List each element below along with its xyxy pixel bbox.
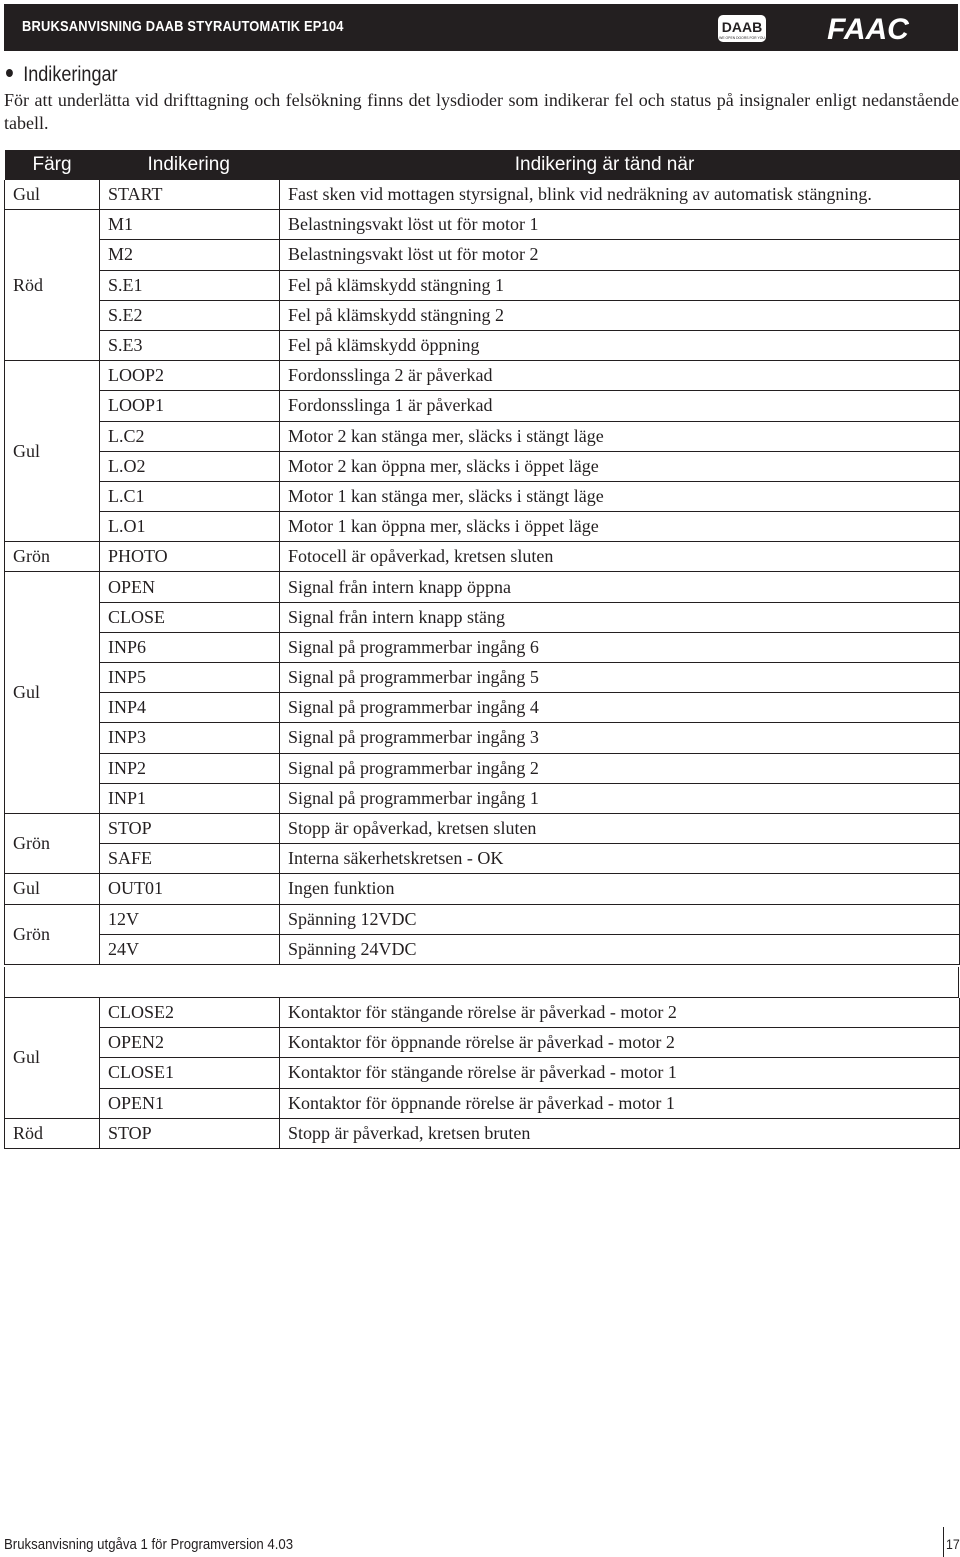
table-row: [5, 874, 960, 904]
table-row: [5, 663, 960, 693]
description-cell: Signal på programmerbar ingång 3: [280, 723, 960, 753]
description-cell: Signal på programmerbar ingång 5: [280, 663, 960, 693]
table-row: [5, 240, 960, 270]
color-group-cell: Gul: [5, 180, 100, 210]
table-row: [5, 300, 960, 330]
description-cell: Stopp är opåverkad, kretsen sluten: [280, 813, 960, 843]
indication-cell: S.E3: [100, 330, 280, 360]
indication-cell: OPEN1: [100, 1088, 280, 1118]
color-group-cell: Grön: [5, 904, 100, 964]
description-cell: Fel på klämskydd stängning 2: [280, 300, 960, 330]
section-heading-text: Indikeringar: [23, 63, 118, 86]
faac-logo: [812, 16, 924, 42]
table-row: [5, 1028, 960, 1058]
indication-cell: OUT01: [100, 874, 280, 904]
color-group-cell: Grön: [5, 542, 100, 572]
description-cell: Kontaktor för öppnande rörelse är påverkad - motor 1: [280, 1088, 960, 1118]
daab-logo-tagline: WE OPEN DOORS FOR YOU: [719, 36, 765, 40]
description-cell: Fel på klämskydd öppning: [280, 330, 960, 360]
description-cell: Kontaktor för stängande rörelse är påverkad - motor 2: [280, 998, 960, 1028]
header-indication: Indikering: [100, 150, 280, 180]
indication-cell: START: [100, 180, 280, 210]
table-row: [5, 602, 960, 632]
color-group-cell: Röd: [5, 1118, 100, 1148]
daab-logo-text: DAAB: [721, 19, 763, 35]
indication-table: [4, 150, 960, 965]
table-row: [5, 572, 960, 602]
table-row: [5, 481, 960, 511]
bullet-icon: [6, 69, 13, 77]
indication-cell: LOOP1: [100, 391, 280, 421]
footer-document-info: Bruksanvisning utgåva 1 för Programversion 4.03: [4, 1536, 294, 1553]
description-cell: Stopp är påverkad, kretsen bruten: [280, 1118, 960, 1148]
description-cell: Signal från intern knapp öppna: [280, 572, 960, 602]
indication-cell: L.O2: [100, 451, 280, 481]
table-row: [5, 753, 960, 783]
indication-cell: STOP: [100, 1118, 280, 1148]
header-color: Färg: [5, 150, 100, 180]
table-row: [5, 391, 960, 421]
table-row: [5, 783, 960, 813]
table-row: [5, 723, 960, 753]
indication-cell: CLOSE1: [100, 1058, 280, 1088]
footer-divider: [943, 1527, 944, 1557]
description-cell: Ingen funktion: [280, 874, 960, 904]
table-row: [5, 421, 960, 451]
description-cell: Interna säkerhetskretsen - OK: [280, 844, 960, 874]
indication-cell: L.C1: [100, 481, 280, 511]
description-cell: Fordonsslinga 1 är påverkad: [280, 391, 960, 421]
description-cell: Motor 1 kan öppna mer, släcks i öppet läge: [280, 512, 960, 542]
indication-cell: LOOP2: [100, 361, 280, 391]
table-row: [5, 934, 960, 964]
table-row: [5, 813, 960, 843]
description-cell: Kontaktor för öppnande rörelse är påverkad - motor 2: [280, 1028, 960, 1058]
description-cell: Fotocell är opåverkad, kretsen sluten: [280, 542, 960, 572]
table-header-row: [5, 150, 960, 180]
page-number: 17: [946, 1536, 960, 1552]
description-cell: Fordonsslinga 2 är påverkad: [280, 361, 960, 391]
table-row: [5, 451, 960, 481]
indication-cell: M2: [100, 240, 280, 270]
table-row: [5, 542, 960, 572]
page-header: [4, 4, 958, 51]
indication-cell: PHOTO: [100, 542, 280, 572]
indication-cell: INP1: [100, 783, 280, 813]
indication-cell: L.O1: [100, 512, 280, 542]
description-cell: Signal på programmerbar ingång 4: [280, 693, 960, 723]
intro-paragraph: För att underlätta vid drifttagning och felsökning finns det lysdioder som indikerar fel och status på insignaler enligt nedanstående tabell.: [4, 90, 959, 133]
indication-cell: INP5: [100, 663, 280, 693]
section-heading: [6, 63, 118, 87]
table-row: [5, 693, 960, 723]
description-cell: Spänning 24VDC: [280, 934, 960, 964]
table-row: [5, 361, 960, 391]
daab-logo: [717, 14, 767, 43]
table-row: [5, 1058, 960, 1088]
description-cell: Belastningsvakt löst ut för motor 2: [280, 240, 960, 270]
table-row: [5, 270, 960, 300]
document-title: BRUKSANVISNING DAAB STYRAUTOMATIK EP104: [22, 18, 344, 35]
indication-cell: L.C2: [100, 421, 280, 451]
indication-cell: INP2: [100, 753, 280, 783]
indication-cell: CLOSE: [100, 602, 280, 632]
description-cell: Signal på programmerbar ingång 1: [280, 783, 960, 813]
description-cell: Signal på programmerbar ingång 2: [280, 753, 960, 783]
header-description: Indikering är tänd när: [280, 150, 960, 180]
table-row: [5, 210, 960, 240]
indication-cell: S.E1: [100, 270, 280, 300]
color-group-cell: Röd: [5, 210, 100, 361]
description-cell: Motor 1 kan stänga mer, släcks i stängt läge: [280, 481, 960, 511]
color-group-cell: Gul: [5, 874, 100, 904]
contactor-table: [4, 998, 960, 1149]
description-cell: Fel på klämskydd stängning 1: [280, 270, 960, 300]
indication-cell: INP4: [100, 693, 280, 723]
description-cell: Belastningsvakt löst ut för motor 1: [280, 210, 960, 240]
description-cell: Fast sken vid mottagen styrsignal, blink vid nedräkning av automatisk stängning.: [280, 180, 960, 210]
indication-cell: 12V: [100, 904, 280, 934]
indication-cell: STOP: [100, 813, 280, 843]
indication-cell: S.E2: [100, 300, 280, 330]
description-cell: Signal på programmerbar ingång 6: [280, 632, 960, 662]
table-row: [5, 904, 960, 934]
description-cell: Kontaktor för stängande rörelse är påverkad - motor 1: [280, 1058, 960, 1088]
faac-logo-text: FAAC: [827, 16, 909, 42]
description-cell: Spänning 12VDC: [280, 904, 960, 934]
indication-cell: OPEN: [100, 572, 280, 602]
description-cell: Signal från intern knapp stäng: [280, 602, 960, 632]
indication-cell: M1: [100, 210, 280, 240]
indication-cell: CLOSE2: [100, 998, 280, 1028]
indication-cell: OPEN2: [100, 1028, 280, 1058]
table-row: [5, 844, 960, 874]
color-group-cell: Grön: [5, 813, 100, 873]
table-row: [5, 632, 960, 662]
table-row: [5, 1088, 960, 1118]
color-group-cell: Gul: [5, 361, 100, 542]
table-row: [5, 512, 960, 542]
color-group-cell: Gul: [5, 572, 100, 814]
table-row: [5, 180, 960, 210]
indication-cell: 24V: [100, 934, 280, 964]
table-row: [5, 1118, 960, 1148]
indication-cell: SAFE: [100, 844, 280, 874]
table-separator: [4, 967, 959, 998]
table-row: [5, 998, 960, 1028]
indication-cell: INP3: [100, 723, 280, 753]
color-group-cell: Gul: [5, 998, 100, 1118]
indication-cell: INP6: [100, 632, 280, 662]
description-cell: Motor 2 kan öppna mer, släcks i öppet läge: [280, 451, 960, 481]
description-cell: Motor 2 kan stänga mer, släcks i stängt läge: [280, 421, 960, 451]
table-row: [5, 330, 960, 360]
